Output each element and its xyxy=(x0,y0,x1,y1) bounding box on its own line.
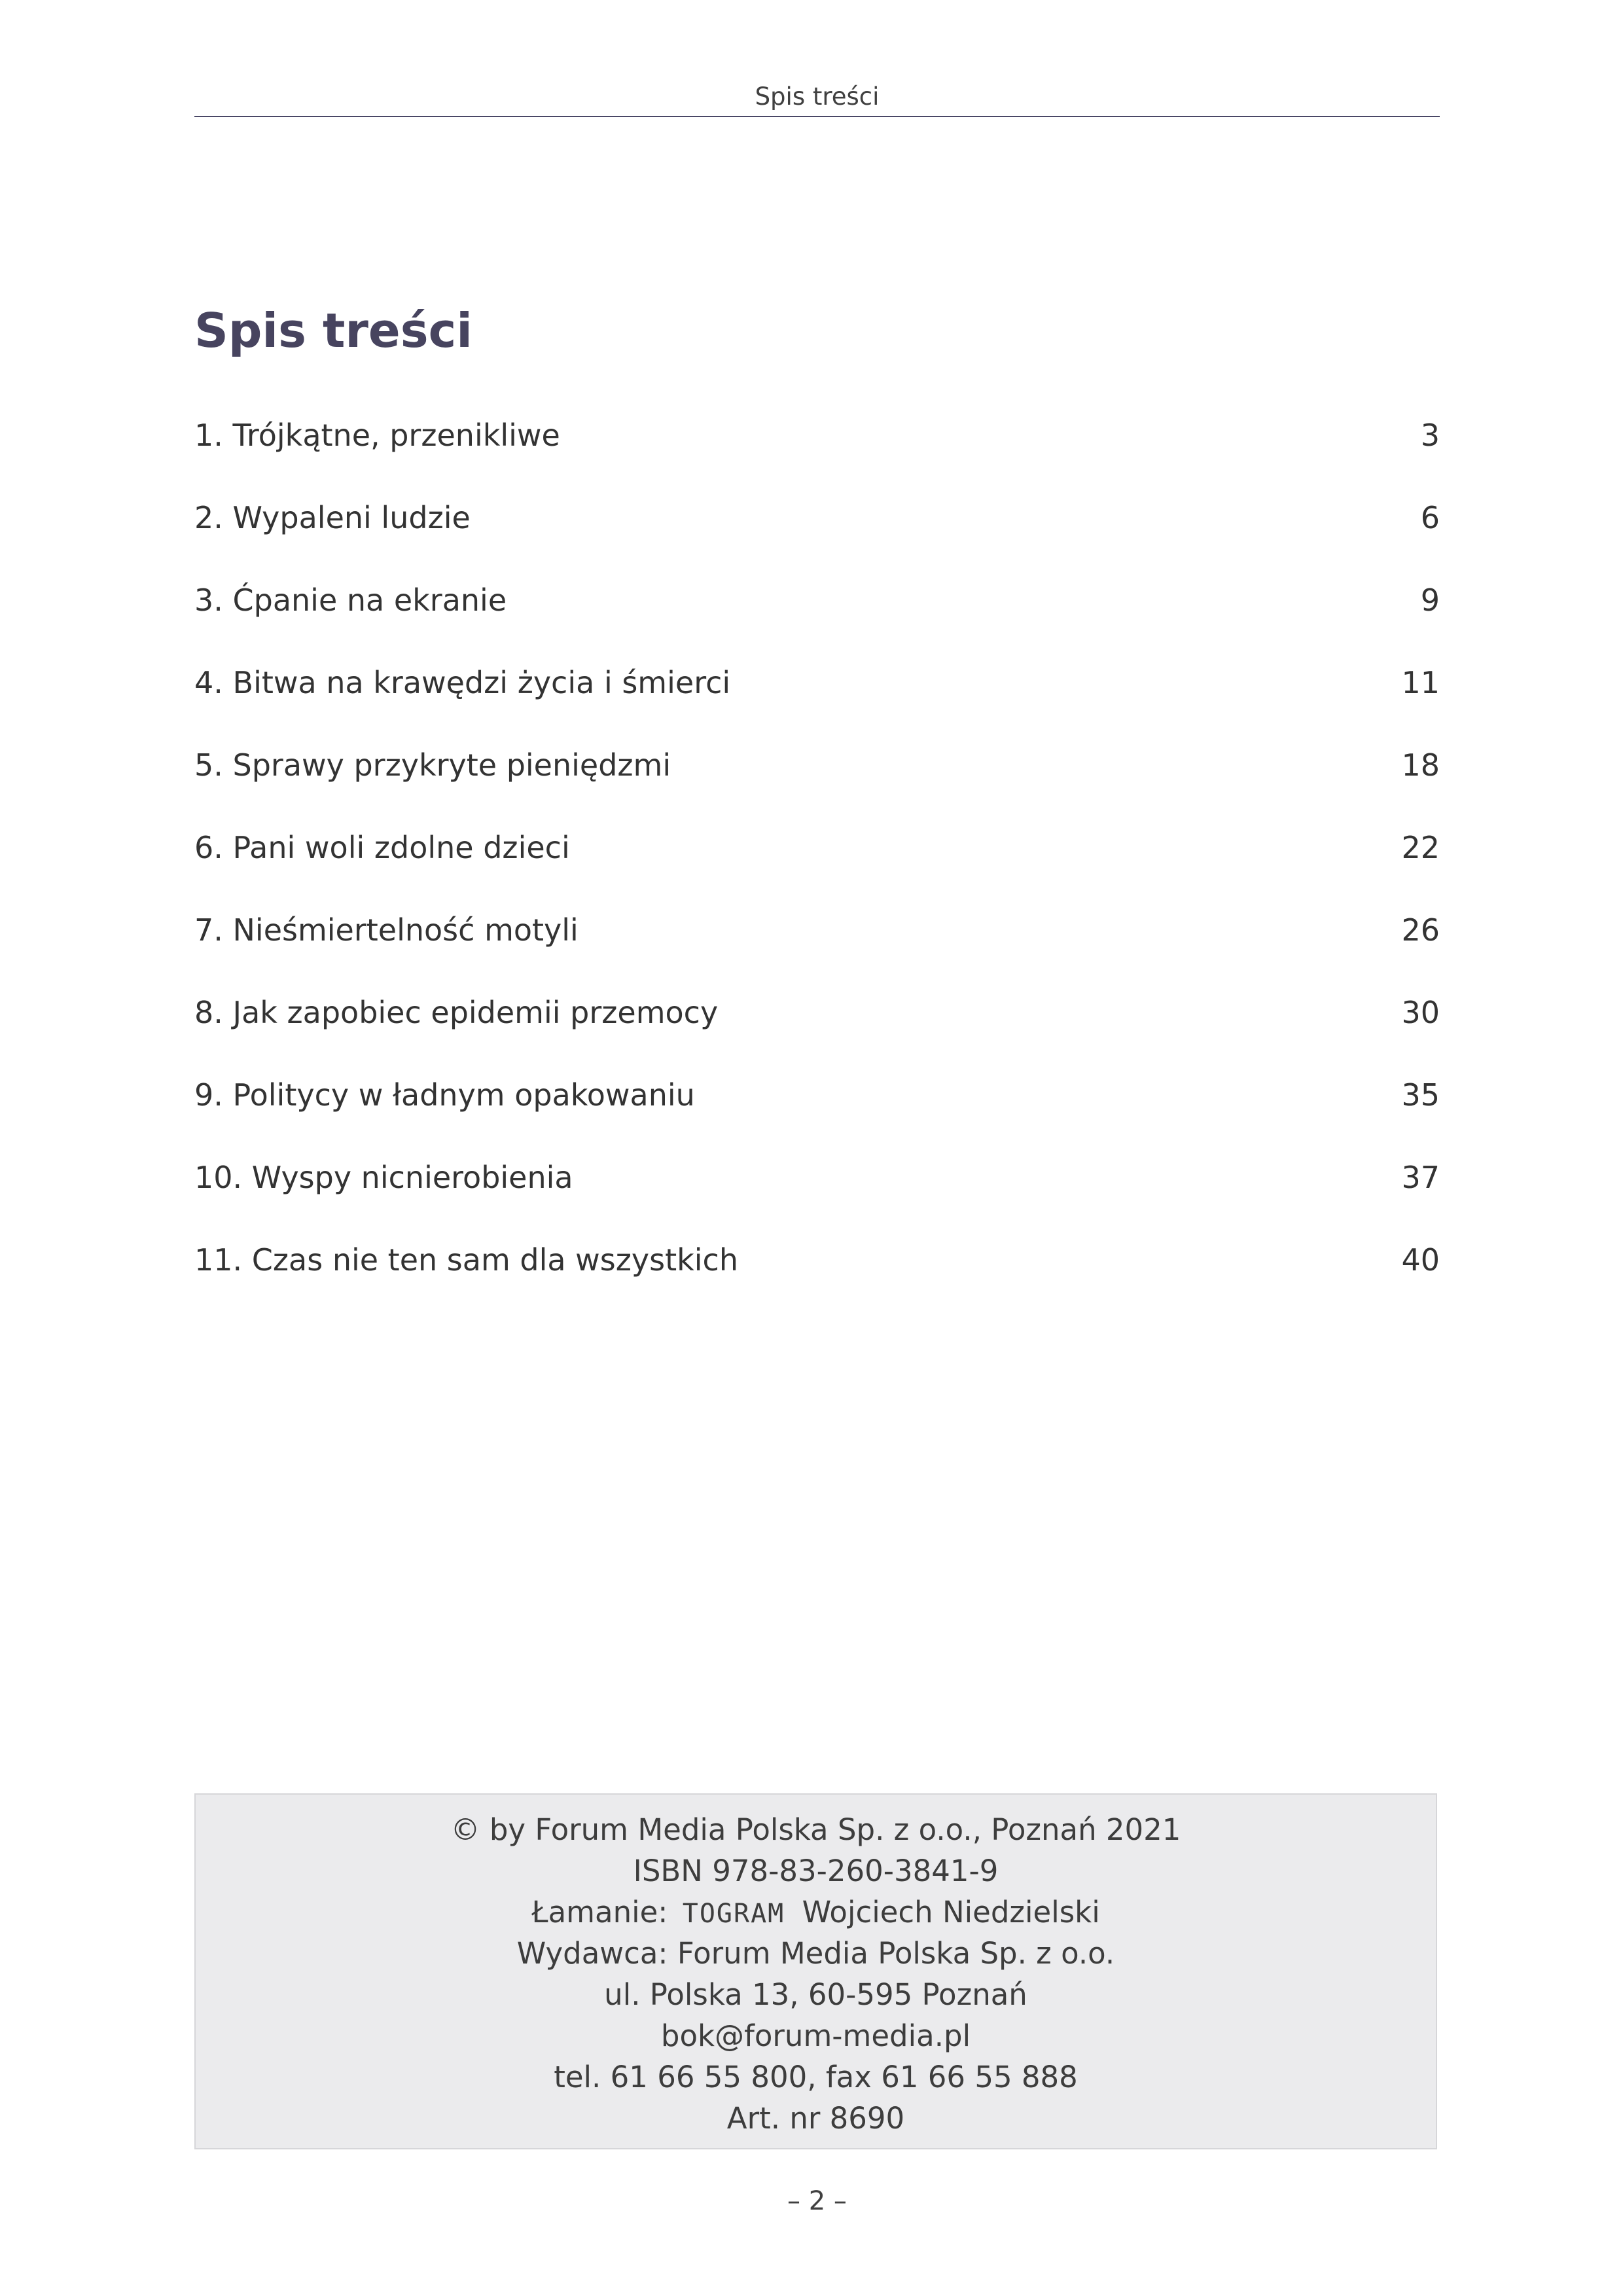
toc-entry[interactable] xyxy=(194,394,1440,476)
toc-entry-title: 1. Trójkątne, przenikliwe xyxy=(194,418,560,453)
toc-entry[interactable] xyxy=(194,806,1440,889)
toc-entry-title: 2. Wypaleni ludzie xyxy=(194,500,471,535)
toc-entry[interactable] xyxy=(194,476,1440,559)
toc-entry[interactable] xyxy=(194,724,1440,806)
typesetting-line xyxy=(196,1892,1436,1933)
toc-entry-page: 18 xyxy=(1401,747,1440,783)
toc-entry[interactable] xyxy=(194,641,1440,724)
page-number: – 2 – xyxy=(787,2186,847,2216)
toc-entry-page: 37 xyxy=(1401,1160,1440,1195)
imprint-box xyxy=(194,1793,1437,2149)
toc-entry-title: 3. Ćpanie na ekranie xyxy=(194,583,507,618)
typesetting-label: Łamanie: xyxy=(531,1895,668,1929)
toc-entry-title: 11. Czas nie ten sam dla wszystkich xyxy=(194,1242,738,1278)
toc-entry-page: 35 xyxy=(1401,1077,1440,1113)
toc-entry-page: 9 xyxy=(1420,583,1440,618)
toc-entry[interactable] xyxy=(194,1219,1440,1301)
email-line: bok@forum-media.pl xyxy=(660,2018,971,2053)
toc-entry-title: 5. Sprawy przykryte pieniędzmi xyxy=(194,747,671,783)
toc-entry-page: 40 xyxy=(1401,1242,1440,1278)
toc-entry-title: 10. Wyspy nicnierobienia xyxy=(194,1160,573,1195)
phone-line: tel. 61 66 55 800, fax 61 66 55 888 xyxy=(554,2060,1078,2094)
toc-entry-title: 8. Jak zapobiec epidemii przemocy xyxy=(194,995,719,1030)
header-divider xyxy=(194,116,1440,117)
copyright-line: © by Forum Media Polska Sp. z o.o., Poznań 2021 xyxy=(450,1812,1181,1847)
toc-entry[interactable] xyxy=(194,1054,1440,1136)
toc-entry-title: 6. Pani woli zdolne dzieci xyxy=(194,830,570,865)
toc-entry-page: 30 xyxy=(1401,995,1440,1030)
toc-entry-title: 7. Nieśmiertelność motyli xyxy=(194,912,579,948)
toc-entry-title: 4. Bitwa na krawędzi życia i śmierci xyxy=(194,665,731,700)
address-line: ul. Polska 13, 60-595 Poznań xyxy=(604,1977,1027,2012)
toc-entry[interactable] xyxy=(194,559,1440,641)
toc-entry[interactable] xyxy=(194,971,1440,1054)
article-number-line: Art. nr 8690 xyxy=(726,2101,905,2136)
toc-entry-page: 26 xyxy=(1401,912,1440,948)
running-header: Spis treści xyxy=(755,82,880,111)
publisher-line: Wydawca: Forum Media Polska Sp. z o.o. xyxy=(516,1936,1115,1971)
toc-entry-page: 11 xyxy=(1401,665,1440,700)
isbn-line: ISBN 978-83-260-3841-9 xyxy=(633,1854,999,1888)
typesetter-name: Wojciech Niedzielski xyxy=(802,1895,1100,1929)
toc-entry-page: 6 xyxy=(1420,500,1440,535)
toc-entry[interactable] xyxy=(194,889,1440,971)
toc-entry-page: 3 xyxy=(1420,418,1440,453)
toc-entry-title: 9. Politycy w ładnym opakowaniu xyxy=(194,1077,695,1113)
typesetter-logo: TOGRAM xyxy=(682,1899,785,1929)
toc-entry[interactable] xyxy=(194,1136,1440,1219)
table-of-contents xyxy=(194,394,1440,1301)
page-title: Spis treści xyxy=(194,303,473,358)
toc-entry-page: 22 xyxy=(1401,830,1440,865)
